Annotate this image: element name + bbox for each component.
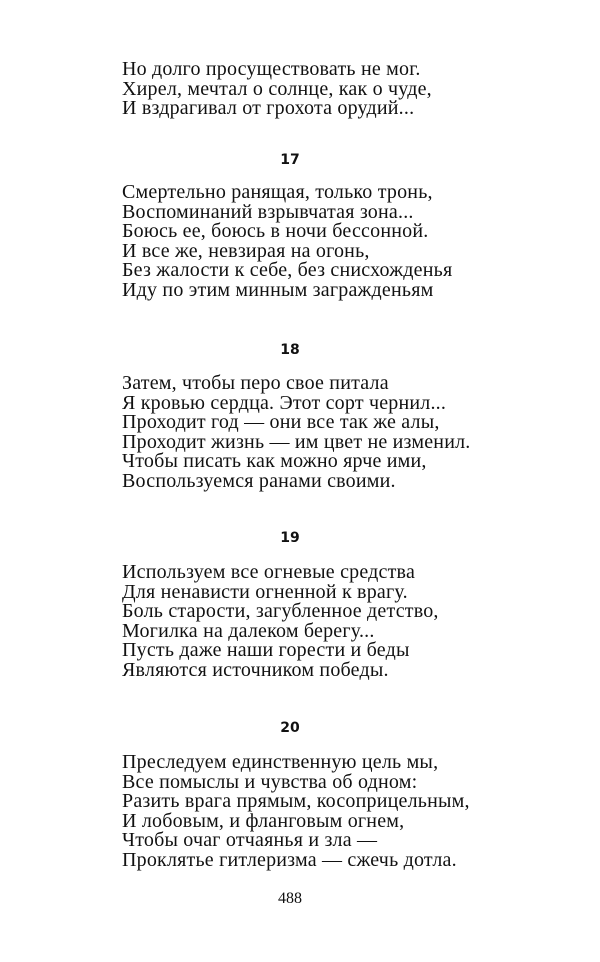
poem-line: Хирел, мечтал о солнце, как о чуде, [122,77,432,100]
poem-line: Смертельно ранящая, только тронь, [122,181,433,203]
poem-line: Могилка на далеком берегу... [122,619,375,642]
stanza-number-20: 20 [280,720,300,736]
poem-line: Чтобы очаг отчаянья и зла — [122,829,378,852]
poem-line: Проходит год — они все так же алы, [122,411,440,434]
poem-line: Используем все огневые средства [122,561,416,583]
stanza-number-19: 19 [280,530,300,546]
stanza-number-18: 18 [280,342,300,358]
poem-line: Проклятье гитлеризма — сжечь дотла. [122,848,457,871]
poem-line: И лобовым, и фланговым огнем, [122,809,405,832]
poem-line: Воспользуемся ранами своими. [122,469,396,492]
poem-line: Являются источником победы. [122,658,389,681]
poem-line: Воспоминаний взрывчатая зона... [122,200,414,223]
poem-line: Для ненависти огненной к врагу. [122,580,408,603]
poem-line: Все помыслы и чувства об одном: [122,770,418,793]
poem-line: Разить врага прямым, косоприцельным, [122,790,470,813]
poem-line: Затем, чтобы перо свое питала [122,372,389,394]
poem-line: Я кровью сердца. Этот сорт чернил... [122,391,447,414]
poem-line: Проходит жизнь — им цвет не изменил. [122,430,471,453]
stanza-18 [122,374,471,492]
poem-line: Без жалости к себе, без снисхожденья [122,259,453,282]
poem-line: Пусть даже наши горести и беды [122,639,410,662]
stanza-continuation [122,60,432,119]
poem-line: Боюсь ее, боюсь в ночи бессонной. [122,220,429,243]
poem-line: Преследуем единственную цель мы, [122,751,439,773]
poem-line: И все же, невзирая на огонь, [122,239,370,262]
poem-line: Боль старости, загубленное детство, [122,600,439,623]
poem-line: Чтобы писать как можно ярче ими, [122,450,427,473]
stanza-17 [122,183,452,301]
stanza-19 [122,563,439,681]
poem-line: И вздрагивал от грохота орудий... [122,97,415,120]
poem-line: Но долго просуществовать не мог. [122,58,421,80]
stanza-number-17: 17 [280,152,300,168]
stanza-20 [122,753,470,871]
page-number: 488 [278,890,302,907]
poem-line: Иду по этим минным загражденьям [122,278,434,301]
